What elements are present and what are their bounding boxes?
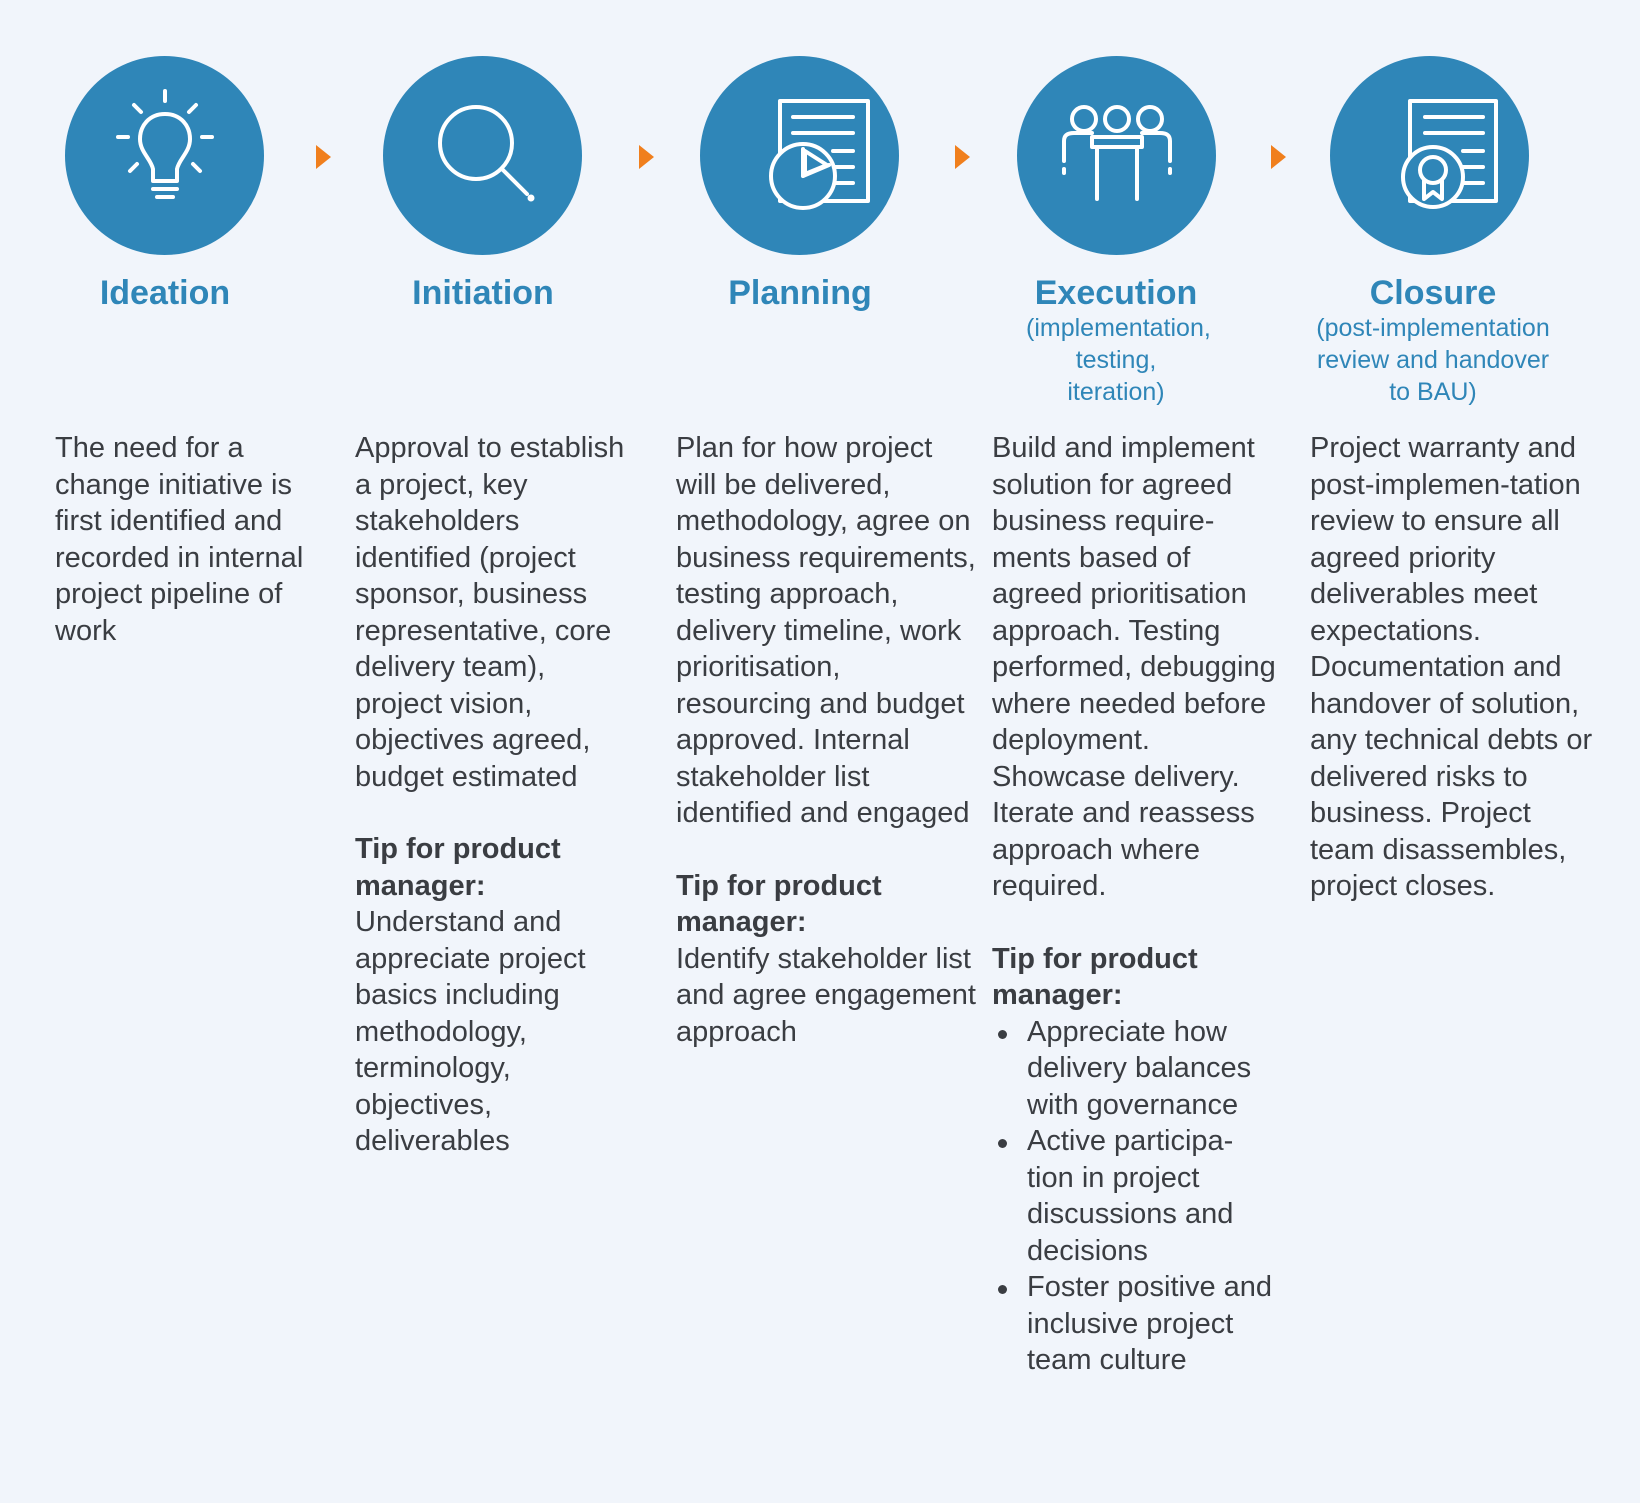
description-text: Approval to establish a project, key stakeholders identified (project sponsor, business representative, core delivery team), project vision, objectives agreed, budget estimated: [355, 432, 625, 793]
flow-arrow: [639, 145, 654, 169]
document-chart-icon: [725, 81, 875, 231]
execution-circle: [1017, 56, 1216, 255]
flow-arrow: [316, 145, 331, 169]
phase-title: Ideation: [99, 274, 231, 312]
planning-circle: [700, 56, 899, 255]
flow-arrow: [1271, 145, 1286, 169]
ideation-circle: [65, 56, 264, 255]
tip-heading: Tip for product manager:: [676, 869, 882, 938]
description-text: Build and implement solution for agreed business require-ments based of agreed prioritisation approach. Testing performed, debugging where needed before deployment. Showcase delivery. Iterate and reassess approach where required.: [992, 432, 1276, 902]
phase-title: Execution: [1034, 274, 1198, 312]
tip-list: [992, 1014, 1277, 1379]
tip-heading: Tip for product manager:: [992, 942, 1198, 1011]
initiation-circle: [383, 56, 582, 255]
description-text: Project warranty and post-implemen-tation review to ensure all agreed priority deliverables meet expectations. Documentation and handover of solution, any technical debts or delivered risks to business. Project team disassembles, project closes.: [1310, 432, 1593, 902]
phase-description: [355, 430, 640, 1160]
tip-text: Understand and appreciate project basics including methodology, terminology, objectives, deliverables: [355, 906, 586, 1157]
phase-description: [1310, 430, 1600, 905]
team-icon: [1042, 81, 1192, 231]
description-text: Plan for how project will be delivered, methodology, agree on business requirements, testing approach, delivery timeline, work prioritisation, resourcing and budget approved. Internal stakeholder list identified and engaged: [676, 432, 976, 829]
phase-description: [992, 430, 1277, 1379]
magnifier-icon: [408, 81, 558, 231]
phase-title: Planning: [728, 274, 872, 312]
lightbulb-icon: [90, 81, 240, 231]
tip-list-item: Foster positive and inclusive project team culture: [992, 1269, 1277, 1379]
tip-heading: Tip for product manager:: [355, 833, 561, 902]
phase-description: [676, 430, 976, 1050]
phase-subtitle: (implementation, testing, iteration): [1026, 314, 1211, 406]
tip-list-item: Appreciate how delivery balances with governance: [992, 1014, 1277, 1124]
phase-title: Initiation: [412, 274, 554, 312]
certificate-document-icon: [1355, 81, 1505, 231]
closure-circle: [1330, 56, 1529, 255]
description-text: The need for a change initiative is first identified and recorded in internal project pipeline of work: [55, 432, 304, 647]
phase-title: Closure: [1369, 274, 1497, 312]
flow-arrow: [955, 145, 970, 169]
phase-subtitle: (post-implementation review and handover to BAU): [1316, 314, 1550, 406]
tip-list-item: Active participa-tion in project discussions and decisions: [992, 1123, 1277, 1269]
phase-description: [55, 430, 325, 649]
tip-text: Identify stakeholder list and agree engagement approach: [676, 942, 976, 1048]
